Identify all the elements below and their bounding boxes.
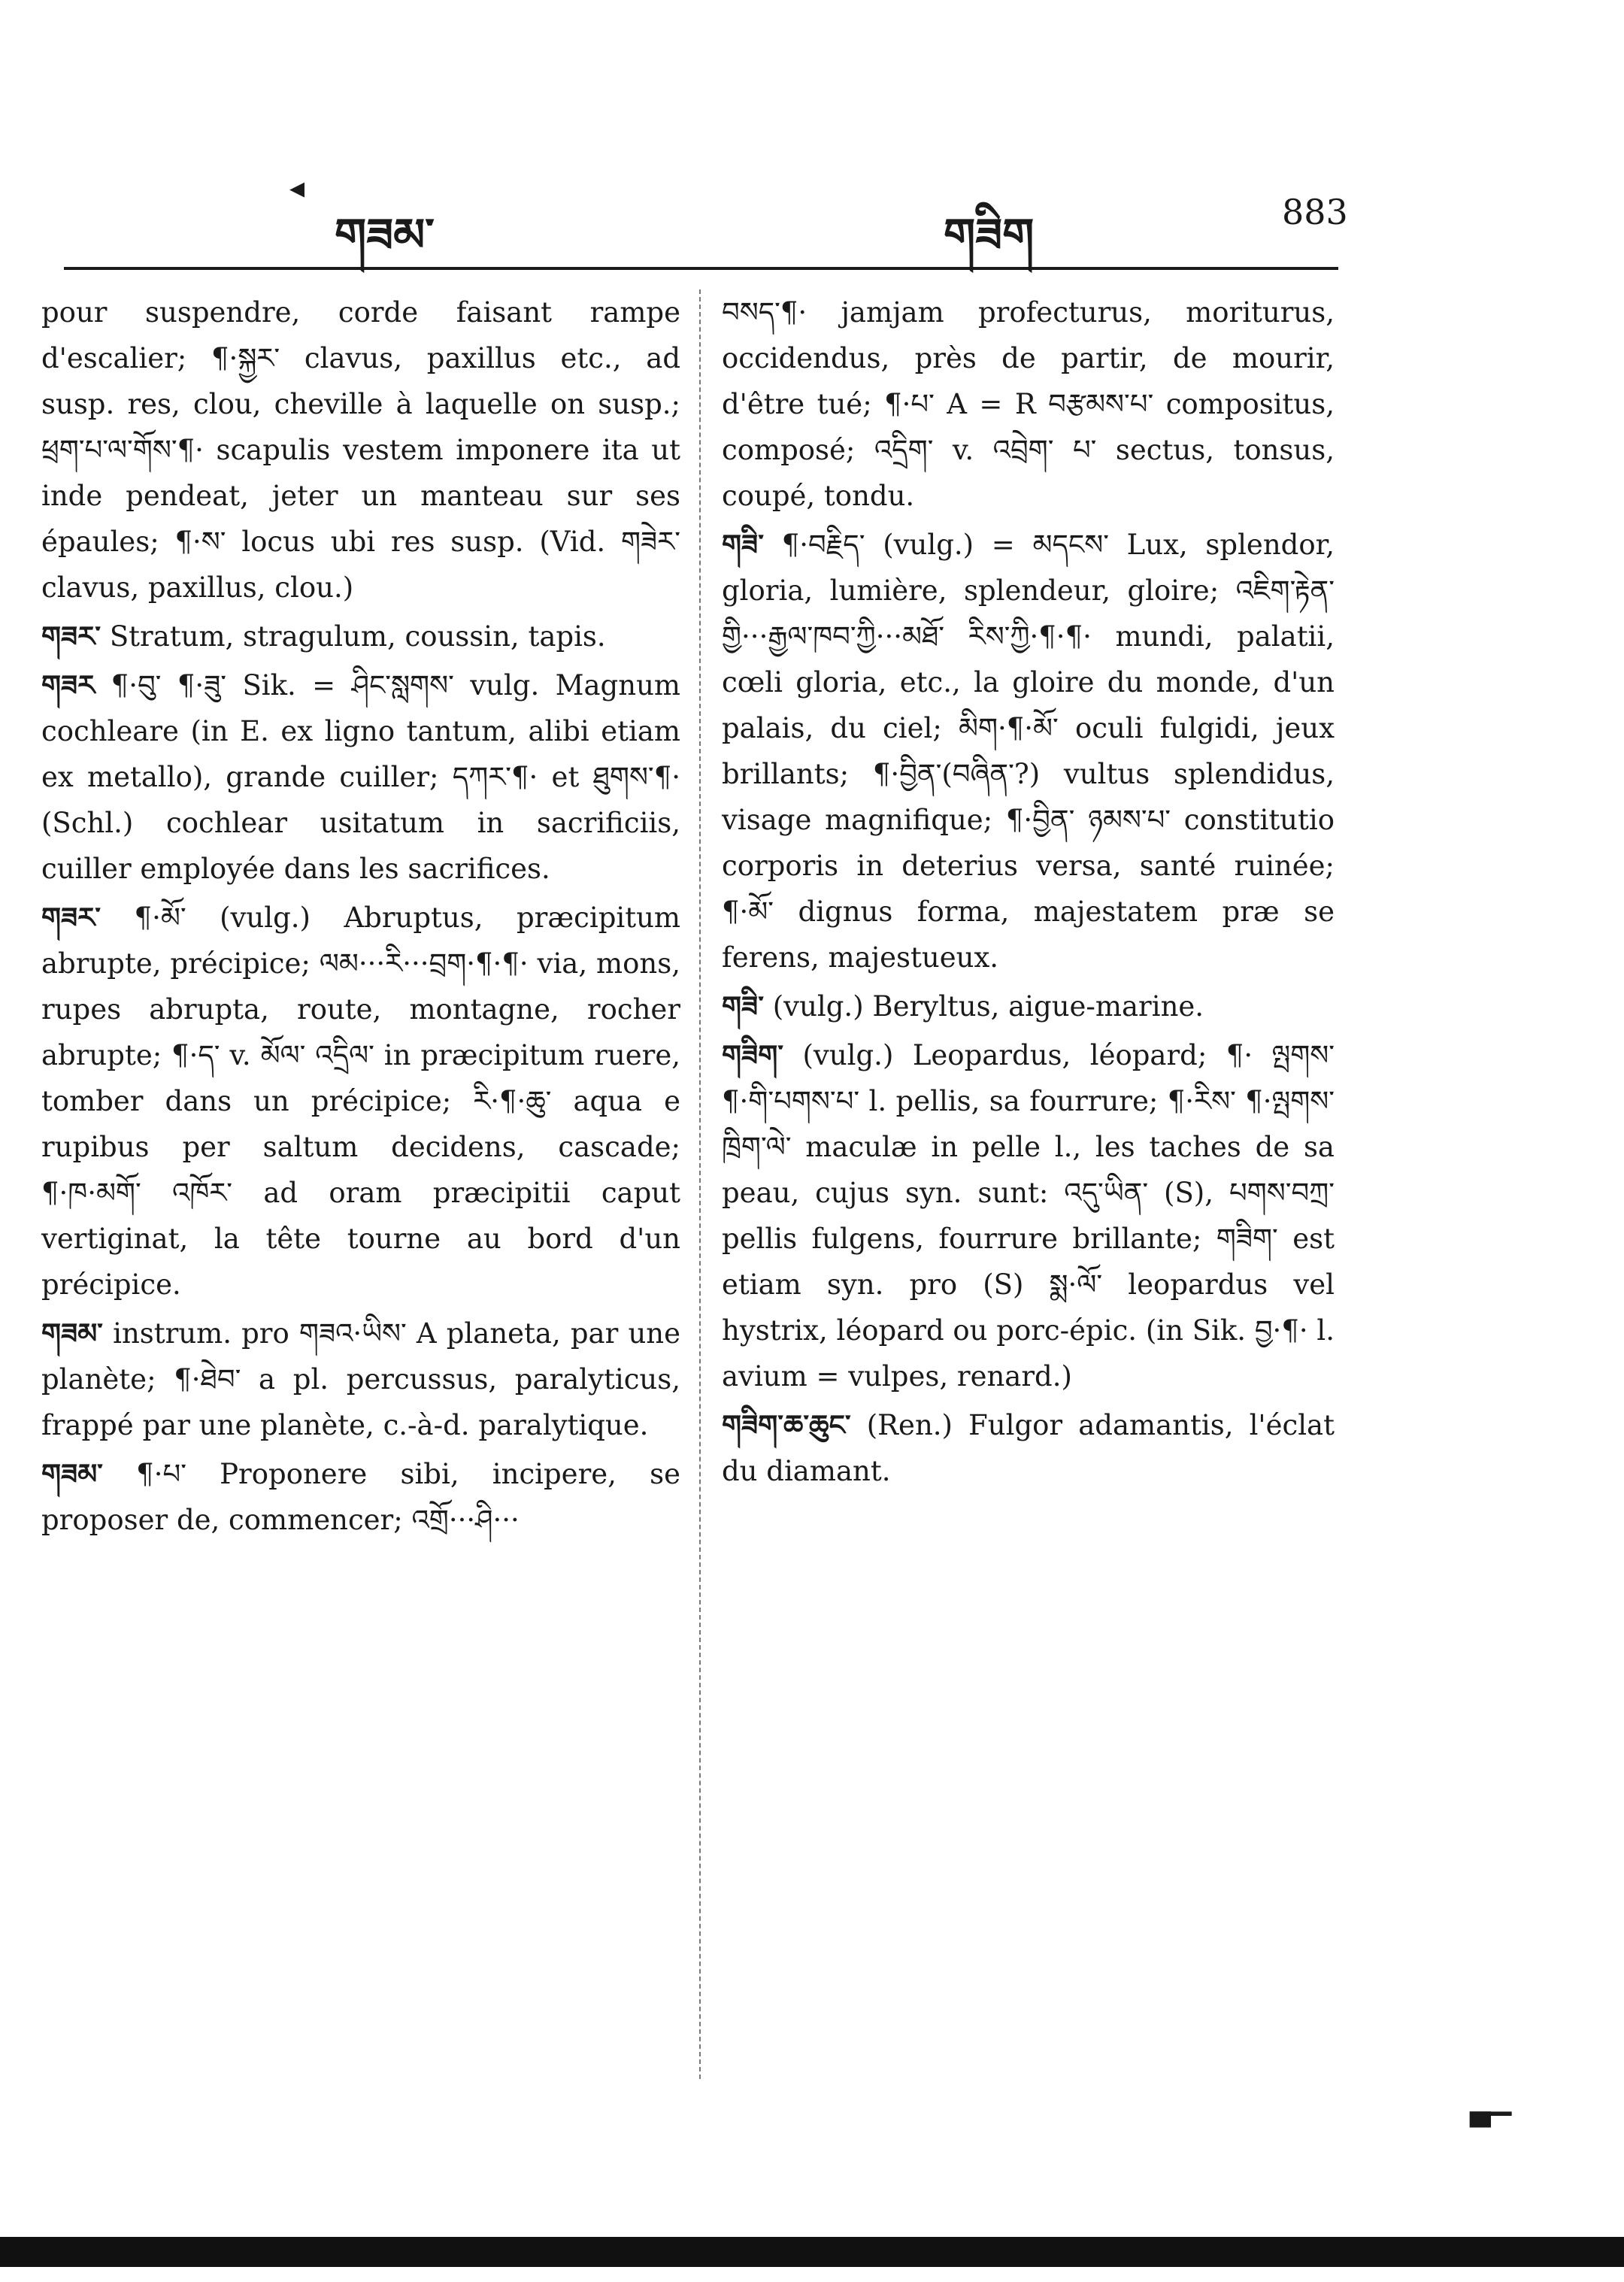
right-running-headword: གཟིག [944,209,1035,262]
entry-text: Stratum, stragulum, coussin, tapis. [109,620,606,653]
entry-headword: གཟིག་ཆ་ཆུང་ [722,1408,851,1441]
entry-headword: གཟམ་ [41,1457,103,1490]
dictionary-entry [41,662,680,892]
entry-headword: གཟི་ [722,528,764,561]
entry-text: instrum. pro གཟའ·ཡིས་ A planeta, par une planète; ¶·ཐེབ་ a pl. percussus, paralyticus, frappé par une planète, c.-à-d. paralytique. [41,1317,680,1441]
header-rule [64,267,1338,270]
left-running-headword: གཟམ་ [335,209,435,262]
entry-text: (vulg.) Leopardus, léopard; ¶· ལྤགས་ ¶·གི་པགས་པ་ l. pellis, sa fourrure; ¶·རིས་ ¶·ལྤགས་ཁྲིག་ལེ་ maculæ in pelle l., les taches de sa peau, cujus syn. sunt: འདུ་ཡིན་ (S), པགས་བཀྲ་ pellis fulgens, fourrure brillante; གཟིག་ est etiam syn. pro (S) སྨ·ལོ་ leopardus vel hystrix, léopard ou porc-épic. (in Sik. བྱ·¶· l. avium = vulpes, renard.) [722,1039,1335,1393]
dictionary-entry [722,522,1335,980]
dictionary-entry [41,895,680,1308]
page-number: 883 [1282,192,1348,232]
entry-text: (Ren.) Fulgor adamantis, l'éclat du diamant. [722,1409,1335,1487]
entry-headword: གཟར་ [41,901,102,934]
dictionary-entry [722,1402,1335,1494]
dictionary-entry [722,1032,1335,1399]
entry-text: བསད་¶· jamjam profecturus, moriturus, occidendus, près de partir, de mourir, d'être tué; ¶·པ་ A = R བརྩམས་པ་ compositus, composé; འདྲིག་ v. འབྲེག་ པ་ sectus, tonsus, coupé, tondu. [722,296,1335,512]
entry-headword: གཟི་ [722,989,764,1023]
dictionary-entry [41,1451,680,1543]
scan-artifact-mark: ▀▔ [1470,2113,1512,2144]
entry-text: ¶·བརྗིད་ (vulg.) = མདངས་ Lux, splendor, gloria, lumière, splendeur, gloire; འཇིག་རྟེན་གྱི···རྒྱལ་ཁབ་ཀྱི···མཐོ་ རིས་ཀྱི·¶·¶· mundi, palatii, cœli gloria, etc., la gloire du monde, d'un palais, du ciel; མིག·¶·མོ་ oculi fulgidi, jeux brillants; ¶·བྱིན་(བཞིན་?) vultus splendidus, visage magnifique; ¶·བྱིན་ ཉམས་པ་ constitutio corporis in deterius versa, santé ruinée; ¶·མོ་ dignus forma, majestatem præ se ferens, majestueux. [722,529,1335,974]
entry-text: pour suspendre, corde faisant rampe d'escalier; ¶·སྐྱར་ clavus, paxillus etc., ad susp. res, clou, cheville à laquelle on susp.; ཕྲག་པ་ལ་གོས་¶· scapulis vestem imponere ita ut inde pendeat, jeter un manteau sur ses épaules; ¶·ས་ locus ubi res susp. (Vid. གཟེར་ clavus, paxillus, clou.) [41,296,680,604]
entry-text: ¶·མོ་ (vulg.) Abruptus, præcipitum abrupte, précipice; ལམ···རི···བྲག·¶·¶· via, mons, rupes abrupta, route, montagne, rocher abrupte; ¶·ད་ v. མོལ་ འདྲིལ་ in præcipitum ruere, tomber dans un précipice; རི·¶·ཆུ་ aqua e rupibus per saltum decidens, cascade; ¶·ཁ·མགོ་ འཁོར་ ad oram præcipitii caput vertiginat, la tête tourne au bord d'un précipice. [41,902,680,1301]
entry-text: ¶·བུ་ ¶·ཟུ་ Sik. = ཤིང་སླགས་ vulg. Magnum cochleare (in E. ex ligno tantum, alibi etiam ex metallo), grande cuiller; དཀར་¶· et ཐུགས་¶· (Schl.) cochlear usitatum in sacrificiis, cuiller employée dans les sacrifices. [41,669,680,885]
right-column [722,289,1335,1497]
entry-text: (vulg.) Beryltus, aigue-marine. [772,990,1204,1023]
dictionary-entry [722,289,1335,519]
entry-headword: གཟིག་ [722,1038,784,1071]
dictionary-entry [41,289,680,611]
dictionary-entry [722,983,1335,1029]
entry-text: ¶·པ་ Proponere sibi, incipere, se proposer de, commencer; འགྲོ···ཤི··· [41,1458,681,1536]
entry-headword: གཟར་ [41,620,102,653]
page-header [0,171,1624,267]
dictionary-entry [41,1311,680,1448]
dictionary-entry [41,614,680,659]
entry-headword: གཟམ་ [41,1317,103,1350]
column-separator [699,289,701,2079]
scan-edge-bar [0,2237,1624,2267]
entry-headword: གཟར [41,668,95,702]
left-column [41,289,680,1546]
margin-mark: ◂ [289,171,305,205]
